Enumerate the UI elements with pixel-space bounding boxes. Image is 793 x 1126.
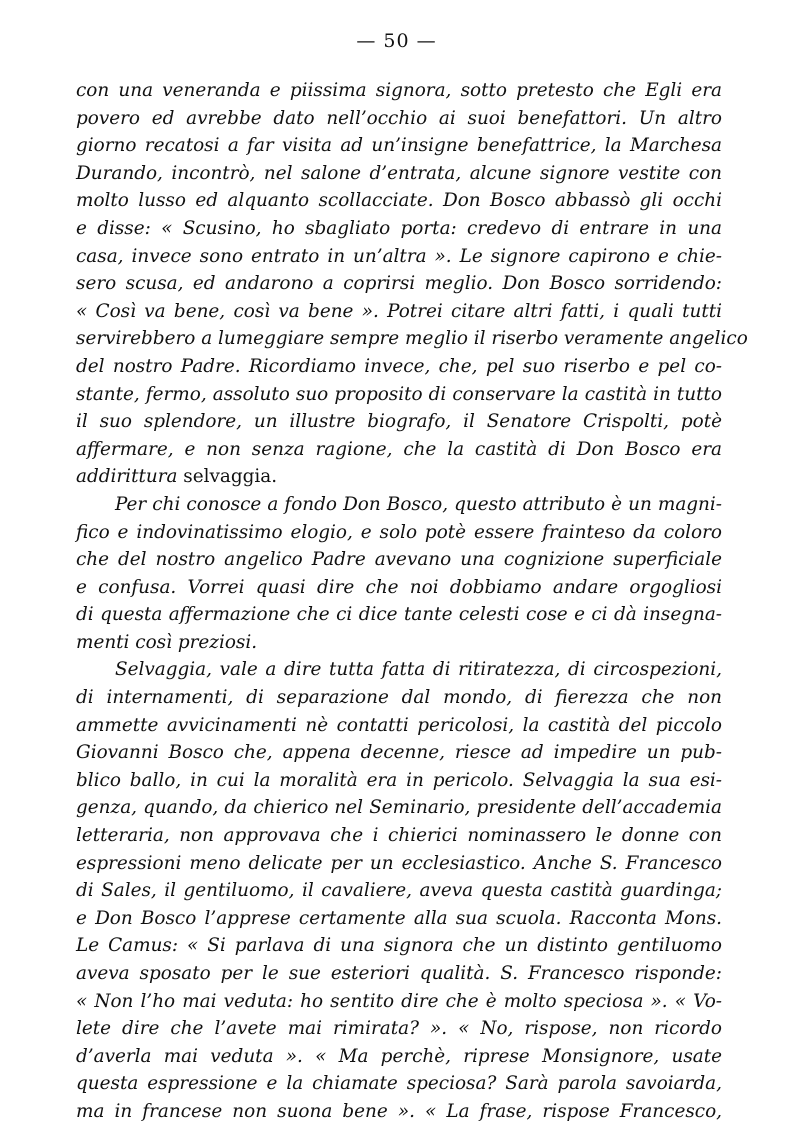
text-line: Per chi conosce a fondo Don Bosco, questo attributo è un magni- bbox=[115, 493, 722, 515]
text-line: che del nostro angelico Padre avevano una cognizione superficiale bbox=[76, 549, 722, 571]
text-line: povero ed avrebbe dato nell’occhio ai suoi benefattori. Un altro bbox=[76, 107, 722, 129]
page-number: — 50 — bbox=[356, 30, 437, 52]
text-line: genza, quando, da chierico nel Seminario, presidente dell’accademia bbox=[76, 797, 722, 819]
text-line: di questa affermazione che ci dice tante celesti cose e ci dà insegna- bbox=[76, 604, 722, 626]
text-line: « Così va bene, così va bene ». Potrei citare altri fatti, i quali tutti bbox=[76, 300, 722, 322]
text-line: aveva sposato per le sue esteriori qualità. S. Francesco risponde: bbox=[76, 963, 722, 984]
text-line: affermare, e non senza ragione, che la castità di Don Bosco era bbox=[76, 438, 722, 460]
paragraph-3 bbox=[76, 656, 722, 1125]
text-upright-fragment: selvaggia. bbox=[177, 466, 278, 488]
text-line-last bbox=[76, 463, 722, 491]
text-line: questa espressione e la chiamate speciosa? Sarà parola savoiarda, bbox=[76, 1073, 722, 1095]
text-line: sero scusa, ed andarono a coprirsi meglio. Don Bosco sorridendo: bbox=[76, 273, 722, 295]
text-line: lete dire che l’avete mai rimirata? ». « No, rispose, non ricordo bbox=[76, 1018, 722, 1040]
text-line: del nostro Padre. Ricordiamo invece, che, pel suo riserbo e pel co- bbox=[76, 355, 722, 377]
text-line: espressioni meno delicate per un ecclesiastico. Anche S. Francesco bbox=[76, 852, 722, 874]
text-line: ammette avvicinamenti nè contatti pericolosi, la castità del piccolo bbox=[76, 714, 722, 736]
text-line: letteraria, non approvava che i chierici nominassero le donne con bbox=[76, 825, 722, 847]
text-line: blico ballo, in cui la moralità era in pericolo. Selvaggia la sua esi- bbox=[76, 769, 722, 791]
text-line: servirebbero a lumeggiare sempre meglio il riserbo veramente angelico bbox=[76, 328, 748, 350]
text-line-last: menti così preziosi. bbox=[76, 631, 258, 653]
text-line: e Don Bosco l’apprese certamente alla sua scuola. Racconta Mons. bbox=[76, 907, 722, 929]
text-line: e confusa. Vorrei quasi dire che noi dobbiamo andare orgogliosi bbox=[76, 576, 722, 598]
text-line: casa, invece sono entrato in un’altra ». Le signore capirono e chie- bbox=[76, 245, 722, 267]
paragraph-1 bbox=[76, 77, 748, 491]
text-line: Durando, incontrò, nel salone d’entrata, alcune signore vestite con bbox=[76, 162, 722, 184]
text-line: stante, fermo, assoluto suo proposito di conservare la castità in tutto bbox=[76, 383, 722, 405]
paragraph-2 bbox=[76, 491, 722, 657]
text-line: con una veneranda e piissima signora, sotto pretesto che Egli era bbox=[76, 80, 722, 101]
text-line: di internamenti, di separazione dal mondo, di fierezza che non bbox=[76, 687, 722, 709]
text-line: Selvaggia, vale a dire tutta fatta di ritiratezza, di circospezioni, bbox=[115, 659, 722, 681]
text-line: ma in francese non suona bene ». « La frase, rispose Francesco, bbox=[76, 1100, 722, 1122]
body-text bbox=[76, 77, 748, 1126]
text-line: molto lusso ed alquanto scollacciate. Don Bosco abbassò gli occhi bbox=[76, 190, 722, 212]
text-line: e disse: « Scusino, ho sbagliato porta: credevo di entrare in una bbox=[76, 217, 722, 239]
text-line: Le Camus: « Si parlava di una signora che un distinto gentiluomo bbox=[76, 935, 722, 957]
text-line: Giovanni Bosco che, appena decenne, riesce ad impedire un pub- bbox=[76, 742, 722, 764]
text-line: d’averla mai veduta ». « Ma perchè, riprese Monsignore, usate bbox=[76, 1045, 722, 1067]
text-line: il suo splendore, un illustre biografo, il Senatore Crispolti, potè bbox=[76, 411, 722, 433]
text-line: giorno recatosi a far visita ad un’insigne benefattrice, la Marchesa bbox=[76, 135, 722, 157]
text-line: « Non l’ho mai veduta: ho sentito dire che è molto speciosa ». « Vo- bbox=[76, 990, 722, 1012]
text-line: fico e indovinatissimo elogio, e solo potè essere frainteso da coloro bbox=[76, 521, 722, 543]
text-italic-fragment: addirittura bbox=[76, 466, 178, 488]
text-line: di Sales, il gentiluomo, il cavaliere, aveva questa castità guardinga; bbox=[76, 880, 722, 902]
